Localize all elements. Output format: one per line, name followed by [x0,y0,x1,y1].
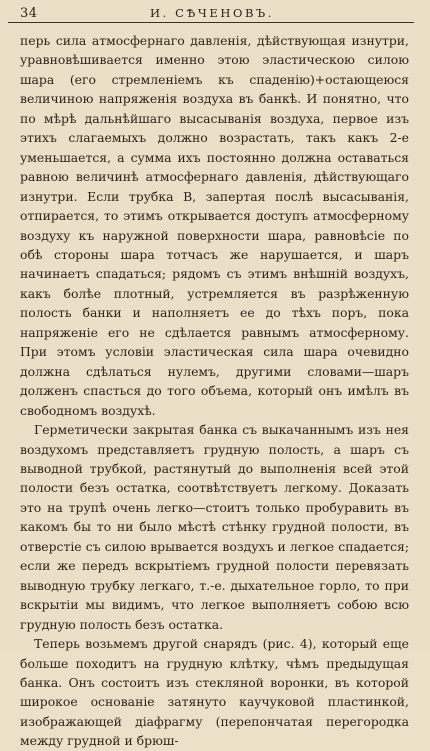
paragraph: Герметически закрытая банка съ выкачаннымъ изъ нея воздухомъ представляетъ грудную полость, а шаръ съ выводной трубкой, растянутый до выполненія всей этой полости безъ остатка, соотвѣтствуетъ легкому. Доказать это на трупѣ очень легко—стоитъ только пробуравить въ какомъ бы то ни было мѣстѣ стѣнку грудной полости, въ отверстіе съ силою врывается воздухъ и легкое спадается; если же передъ вскрытіемъ грудной полости перевязать выводную трубку легкаго, т.-е. дыхательное горло, то при вскрытіи мы видимъ, что легкое выполняетъ собою всю грудную полость безъ остатка. [20,422,409,632]
running-head: И. СѢЧЕНОВЪ. [149,6,275,20]
paragraph-continued: перь сила атмосфернаго давленія, дѣйствующая изнутри, уравновѣшивается именно этою эластическою силою шара (его стремленіемъ къ спаденію)+остающеюся величиною напряженія воздуха въ банкѣ. И понятно, что по мѣрѣ дальнѣйшаго высасыванія воздуха, первое изъ этихъ слагаемыхъ должно возрастать, такъ какъ 2-е уменьшается, а сумма ихъ постоянно должна оставаться равною величинѣ атмосфернаго давленія, дѣйствующаго изнутри. Если трубка В, запертая послѣ высасыванія, отпирается, то этимъ открывается доступъ атмосферному воздуху къ наружной поверхности шара, равновѣсіе по обѣ стороны шара тотчасъ же нарушается, и шаръ начинаетъ спадаться; рядомъ съ этимъ внѣшній воздухъ, какъ болѣе плотный, устремляется въ разрѣженную полость банки и наполняетъ ее до тѣхъ поръ, пока напряженіе его не сдѣлается равнымъ атмосферному. При этомъ условіи эластическая сила шара очевидно должна сдѣлаться нулемъ, другими словами—шаръ долженъ спасться до того объема, который онъ имѣлъ въ свободномъ воздухѣ. [20,33,409,418]
body-text [20,31,409,751]
page-header [10,5,414,23]
paragraph: Теперь возьмемъ другой снарядъ (рис. 4), который еще больше походитъ на грудную клѣтку, чѣмъ предыдущая банка. Онъ состоитъ изъ стекляной воронки, въ которой широкое основаніе затянуто каучуковой пластинкой, изображающей діафрагму (перепончатая перегородка между грудной и брюш- [20,636,409,749]
header-rule [8,22,414,23]
page-number: 34 [20,6,38,21]
